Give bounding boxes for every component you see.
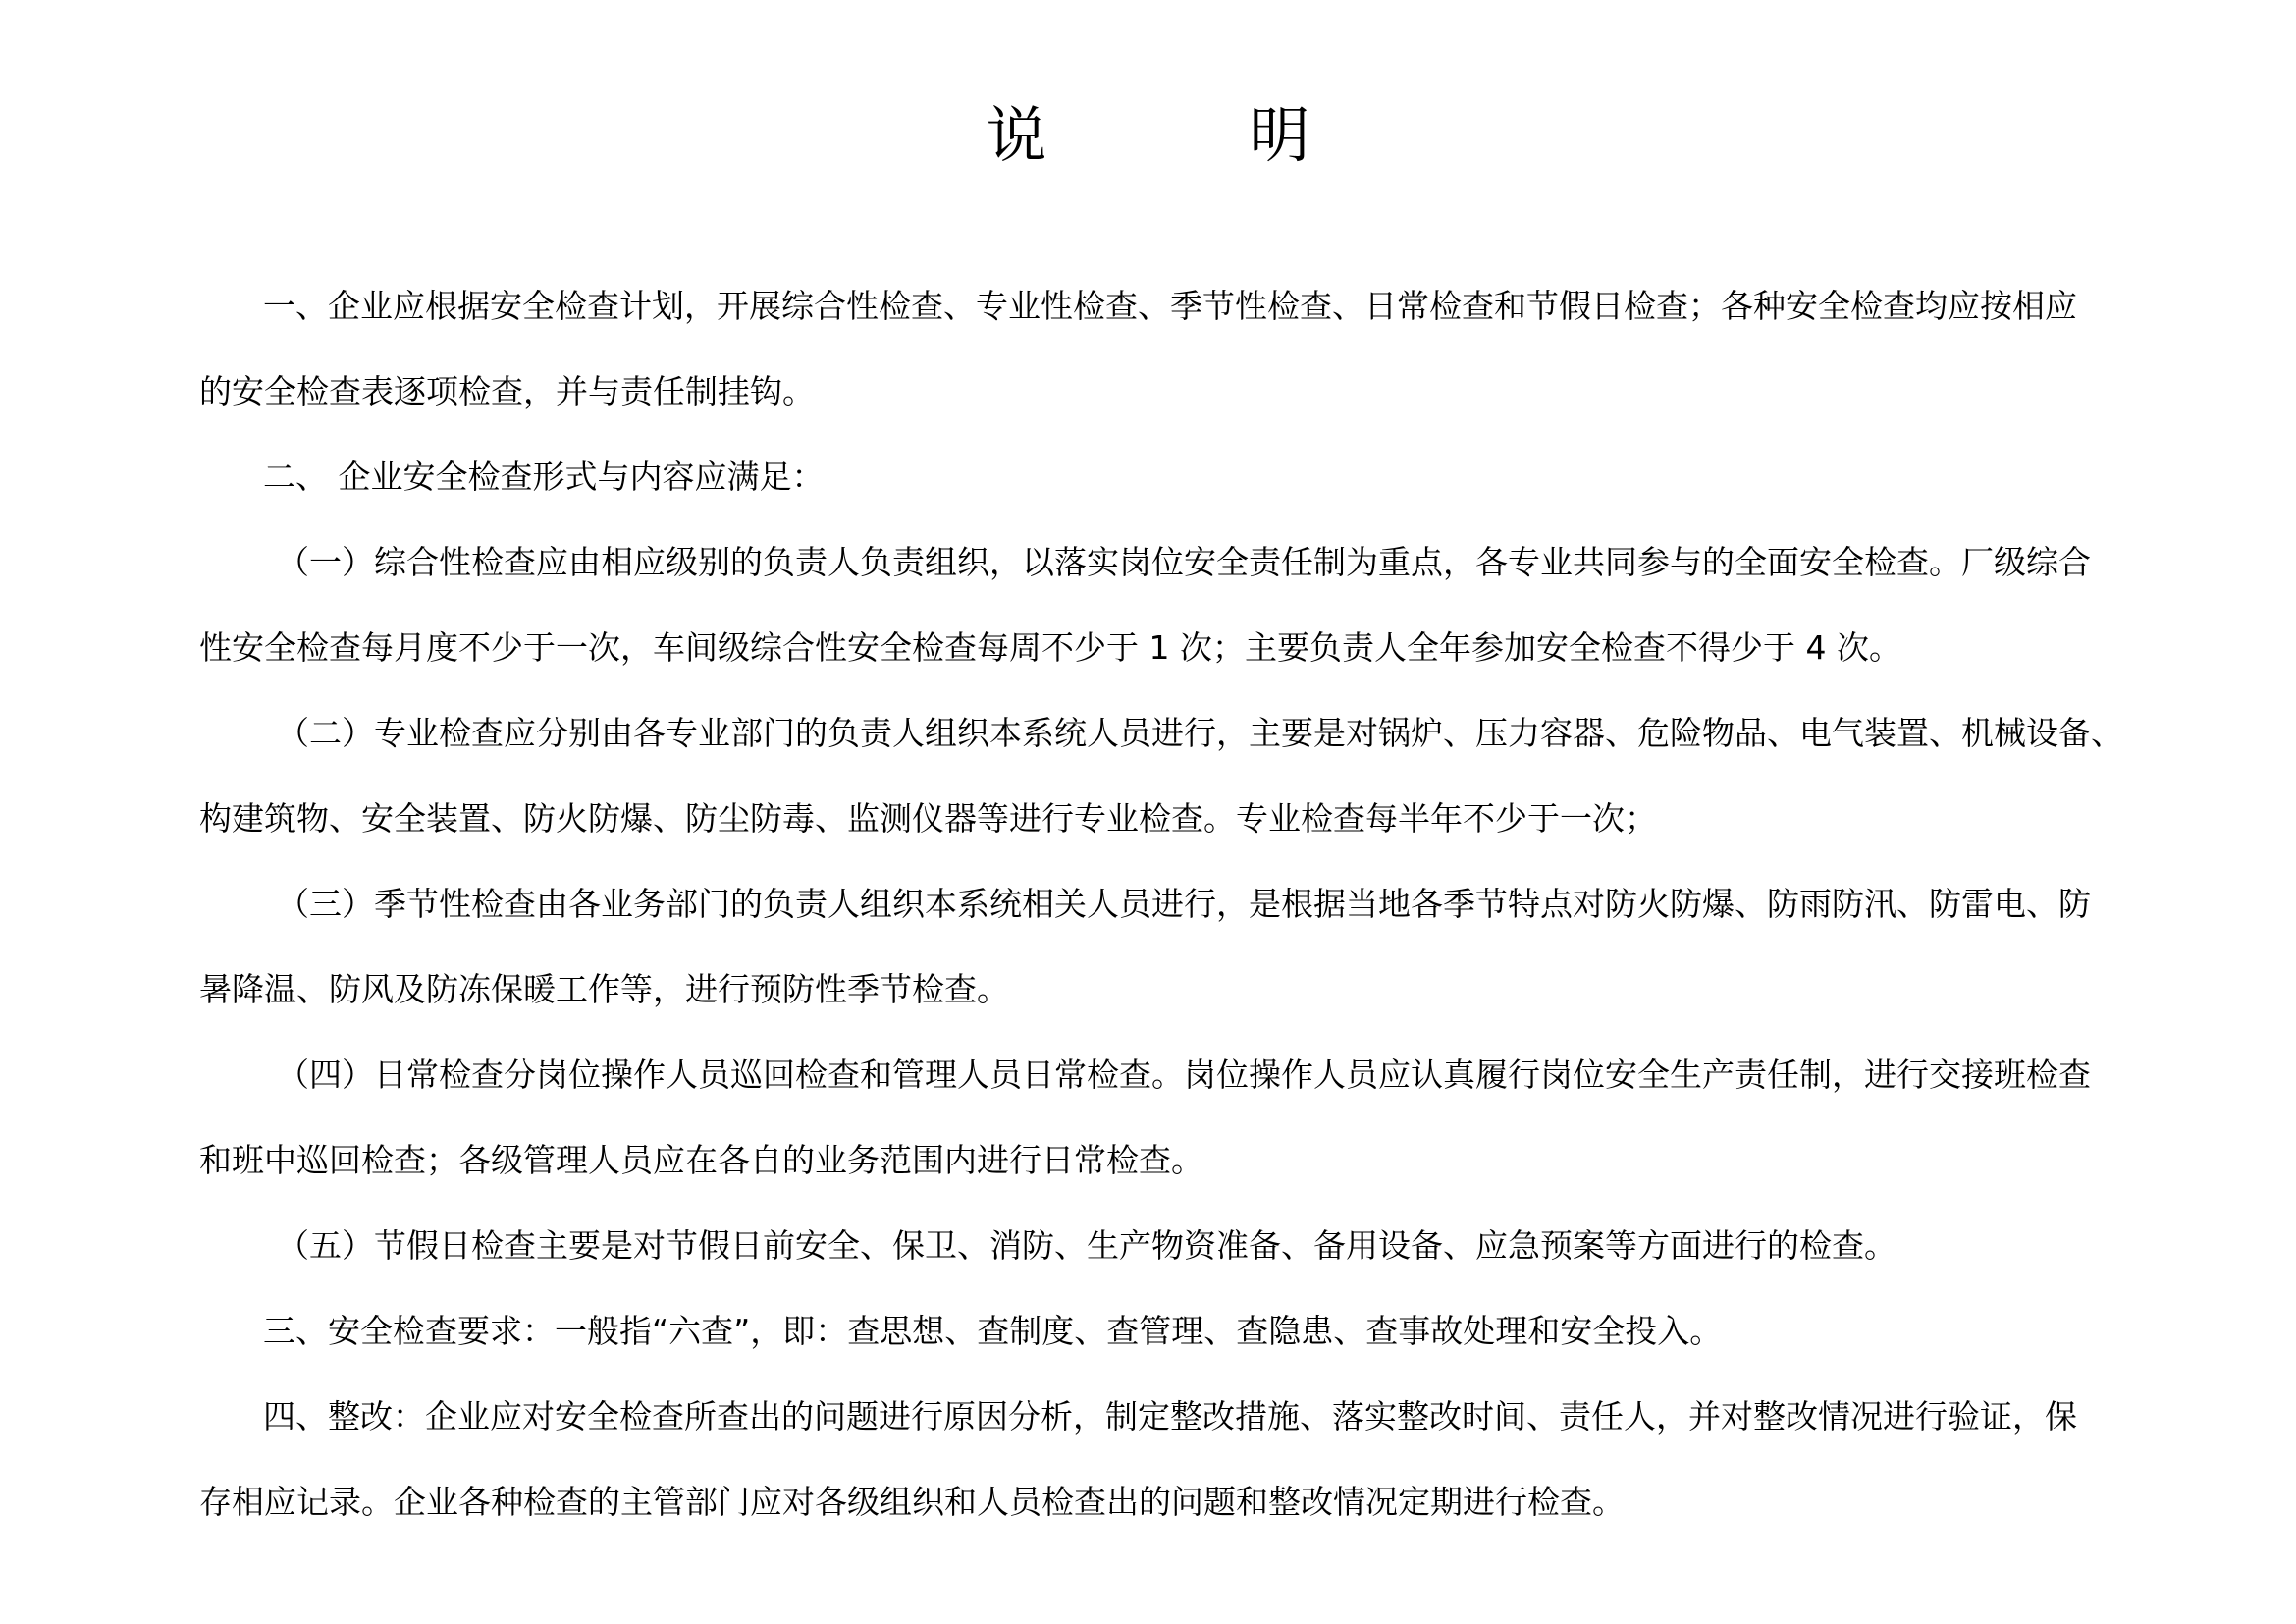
item-3-line-1: （三）季节性检查由各业务部门的负责人组织本系统相关人员进行，是根据当地各季节特点对防火防爆、防雨防汛、防雷电、防 <box>277 885 2091 923</box>
item-4-line-1: （四）日常检查分岗位操作人员巡回检查和管理人员日常检查。岗位操作人员应认真履行岗位安全生产责任制，进行交接班检查 <box>277 1056 2091 1094</box>
paragraph-4-line-2: 存相应记录。企业各种检查的主管部门应对各级组织和人员检查出的问题和整改情况定期进行检查。 <box>199 1483 1625 1521</box>
item-3-line-2: 暑降温、防风及防冻保暖工作等，进行预防性季节检查。 <box>199 970 1009 1008</box>
page-title: 说 明 <box>986 99 1381 171</box>
item-2-line-2: 构建筑物、安全装置、防火防爆、防尘防毒、监测仪器等进行专业检查。专业检查每半年不少于一次； <box>199 799 1657 838</box>
paragraph-4-line-1: 四、整改：企业应对安全检查所查出的问题进行原因分析，制定整改措施、落实整改时间、责任人，并对整改情况进行验证，保 <box>263 1397 2077 1435</box>
paragraph-1-line-1: 一、企业应根据安全检查计划，开展综合性检查、专业性检查、季节性检查、日常检查和节假日检查；各种安全检查均应按相应 <box>263 287 2077 325</box>
paragraph-3-line-1: 三、安全检查要求：一般指“六查”，即：查思想、查制度、查管理、查隐患、查事故处理和安全投入。 <box>263 1312 1723 1350</box>
paragraph-1-line-2: 的安全检查表逐项检查，并与责任制挂钩。 <box>199 372 815 410</box>
item-2-line-1: （二）专业检查应分别由各专业部门的负责人组织本系统人员进行，主要是对锅炉、压力容器、危险物品、电气装置、机械设备、 <box>277 714 2123 752</box>
item-1-line-1: （一）综合性检查应由相应级别的负责人负责组织，以落实岗位安全责任制为重点，各专业共同参与的全面安全检查。厂级综合 <box>277 543 2091 581</box>
item-1-line-2: 性安全检查每月度不少于一次，车间级综合性安全检查每周不少于 1 次；主要负责人全年参加安全检查不得少于 4 次。 <box>199 628 1901 667</box>
item-4-line-2: 和班中巡回检查；各级管理人员应在各自的业务范围内进行日常检查。 <box>199 1141 1203 1179</box>
item-5-line-1: （五）节假日检查主要是对节假日前安全、保卫、消防、生产物资准备、备用设备、应急预案等方面进行的检查。 <box>277 1226 1896 1265</box>
paragraph-2-heading: 二、 企业安全检查形式与内容应满足： <box>263 458 825 496</box>
